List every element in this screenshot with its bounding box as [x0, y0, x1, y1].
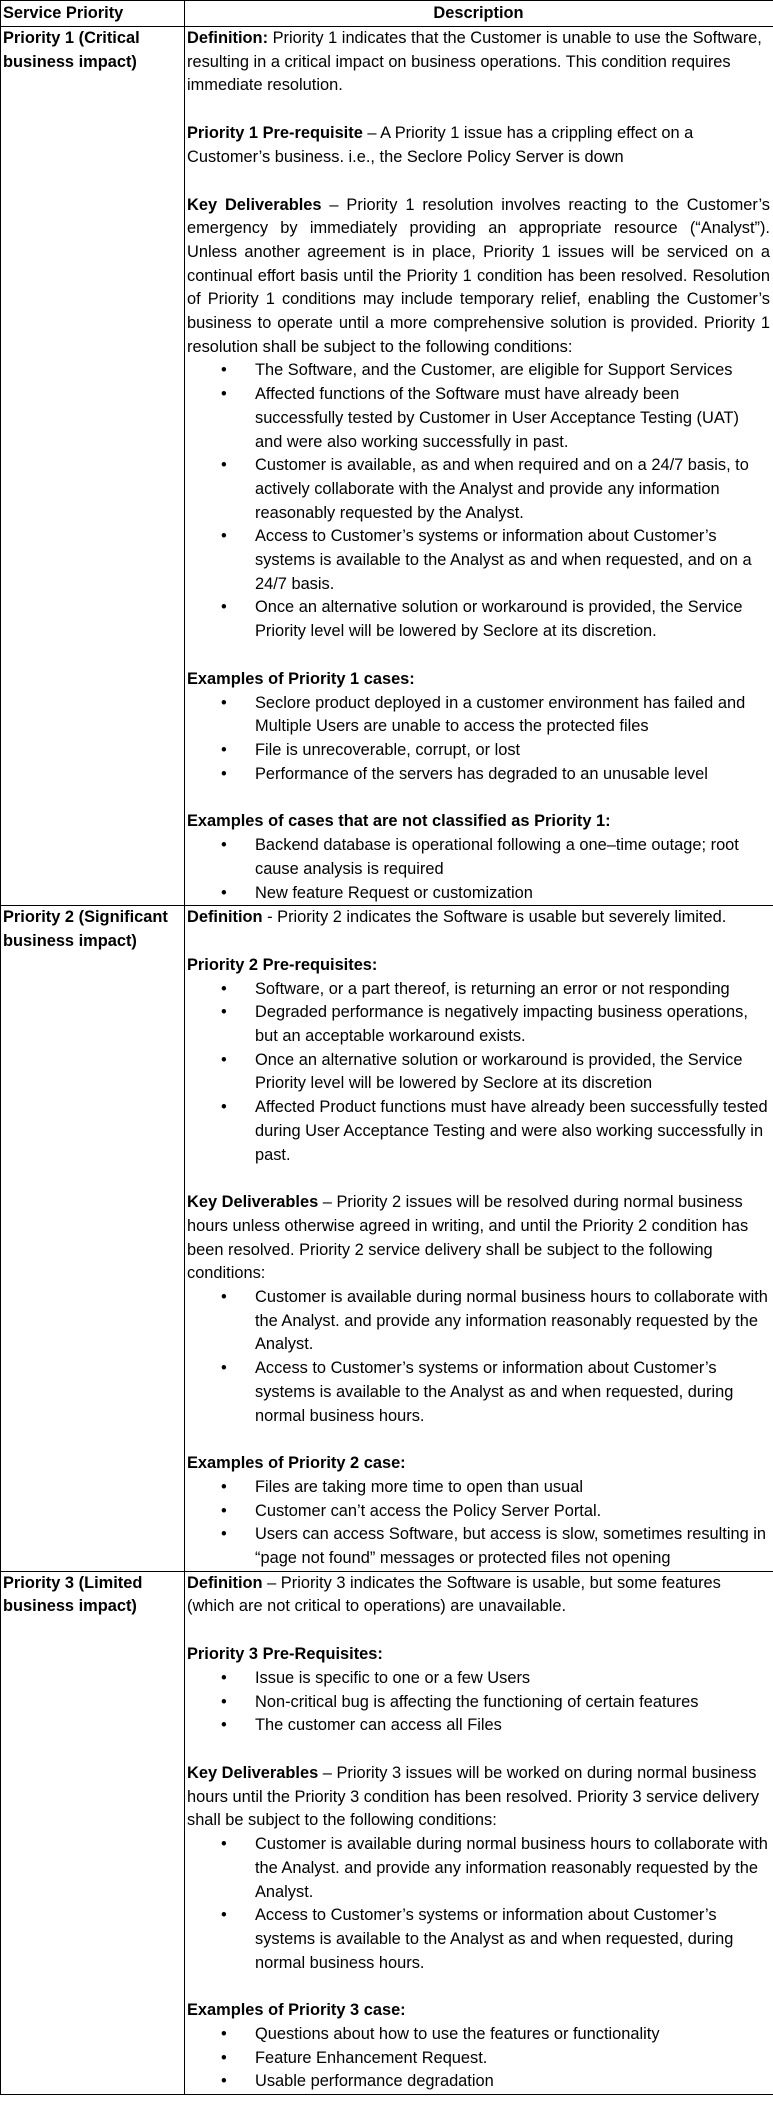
list-item: • Backend database is operational following a one–time outage; root cause analysis is required: [255, 834, 770, 881]
list-item: • New feature Request or customization: [255, 882, 770, 906]
definition-text: – Priority 3 indicates the Software is usable, but some features (which are not critical to operations) are unavailable.: [187, 1573, 721, 1616]
examples: [187, 1452, 770, 1571]
definition-paragraph: [187, 1572, 770, 1619]
list-item: • Users can access Software, but access is slow, sometimes resulting in “page not found” messages or protected files not opening: [255, 1523, 770, 1570]
non-examples-label: Examples of cases that are not classified as Priority 1:: [187, 812, 611, 831]
list-item: • Customer is available during normal business hours to collaborate with the Analyst. and provide any information reasonably requested by the Analyst.: [255, 1286, 770, 1357]
list-item: • File is unrecoverable, corrupt, or lost: [255, 739, 770, 763]
list-item: • Access to Customer’s systems or information about Customer’s systems is available to the Analyst as and when requested, and on a 24/7 basis.: [255, 525, 770, 596]
table-row: [1, 1571, 773, 2094]
list-item: • Seclore product deployed in a customer environment has failed and Multiple Users are unable to access the protected files: [255, 692, 770, 739]
list-item: • Access to Customer’s systems or information about Customer’s systems is available to the Analyst as and when requested, during normal business hours.: [255, 1357, 770, 1428]
list-item: • Software, or a part thereof, is returning an error or not responding: [255, 978, 770, 1002]
key-deliverables-label: Key Deliverables: [187, 1764, 319, 1782]
list-item: • Customer is available during normal business hours to collaborate with the Analyst. and provide any information reasonably requested by the Analyst.: [255, 1833, 770, 1904]
definition-text: - Priority 2 indicates the Software is usable but severely limited.: [262, 908, 727, 927]
list-item: • Feature Enhancement Request.: [255, 2047, 770, 2071]
list-item: • Issue is specific to one or a few Users: [255, 1667, 770, 1691]
examples-list: [187, 2023, 770, 2094]
list-item: • Affected Product functions must have already been successfully tested during User Acceptance Testing and were also working successfully in past.: [255, 1096, 770, 1167]
header-service-priority: Service Priority: [1, 1, 185, 27]
examples-label: Examples of Priority 1 cases:: [187, 669, 415, 688]
list-item: • The customer can access all Files: [255, 1714, 770, 1738]
definition-paragraph: [187, 27, 770, 98]
examples-label: Examples of Priority 2 case:: [187, 1454, 406, 1473]
examples-list: [187, 692, 770, 787]
key-deliverables: [187, 194, 770, 644]
examples-label: Examples of Priority 3 case:: [187, 2001, 406, 2020]
key-deliverables-text: – Priority 2 issues will be resolved during normal business hours unless otherwise agreed in writing, and until the Priority 2 condition has been resolved. Priority 2 service delivery shall be subject to the following conditions:: [187, 1193, 749, 1283]
key-deliverables-paragraph: [187, 1762, 770, 1833]
non-examples: [187, 810, 770, 905]
prerequisite-label: Priority 3 Pre-Requisites:: [187, 1645, 383, 1664]
list-item: • Non-critical bug is affecting the functioning of certain features: [255, 1691, 770, 1715]
list-item: • Questions about how to use the features or functionality: [255, 2023, 770, 2047]
conditions-list: [187, 1833, 770, 1975]
prerequisites: [187, 1643, 770, 1738]
definition-label: Definition:: [187, 29, 269, 47]
list-item: • Customer can’t access the Policy Server Portal.: [255, 1500, 770, 1524]
definition-text: Priority 1 indicates that the Customer is unable to use the Software, resulting in a critical impact on business operations. This condition requires immediate resolution.: [187, 29, 762, 95]
table-header-row: [1, 1, 773, 27]
examples: [187, 668, 770, 787]
list-item: • Customer is available, as and when required and on a 24/7 basis, to actively collaborate with the Analyst and provide any information reasonably requested by the Analyst.: [255, 454, 770, 525]
key-deliverables-label: Key Deliverables: [187, 195, 322, 214]
header-description: Description: [185, 1, 773, 27]
priority-cell: Priority 1 (Critical business impact): [1, 27, 185, 906]
table-row: [1, 906, 773, 1572]
key-deliverables: [187, 1762, 770, 1975]
description-cell: [185, 27, 773, 906]
prerequisite-label: Priority 1 Pre-requisite: [187, 124, 363, 143]
list-item: • The Software, and the Customer, are eligible for Support Services: [255, 359, 770, 383]
list-item: • Usable performance degradation: [255, 2070, 770, 2094]
definition-label: Definition: [187, 1573, 263, 1592]
list-item: • Performance of the servers has degraded to an unusable level: [255, 763, 770, 787]
key-deliverables-label: Key Deliverables: [187, 1193, 319, 1212]
key-deliverables: [187, 1191, 770, 1428]
prerequisite-label: Priority 2 Pre-requisites:: [187, 955, 378, 974]
prerequisite-text: – A Priority 1 issue has a crippling effect on a Customer’s business. i.e., the Seclore Policy Server is down: [187, 124, 694, 166]
description-cell: [185, 1571, 773, 2094]
list-item: • Files are taking more time to open than usual: [255, 1476, 770, 1500]
prerequisites-list: [187, 1667, 770, 1738]
priority-cell: Priority 2 (Significant business impact): [1, 906, 185, 1572]
conditions-list: [187, 359, 770, 643]
key-deliverables-paragraph: [187, 1191, 770, 1286]
list-item: • Access to Customer’s systems or information about Customer’s systems is available to the Analyst as and when requested, during normal business hours.: [255, 1904, 770, 1975]
priority-cell: Priority 3 (Limited business impact): [1, 1571, 185, 2094]
list-item: • Once an alternative solution or workaround is provided, the Service Priority level will be lowered by Seclore at its discretion.: [255, 596, 770, 643]
examples-list: [187, 1476, 770, 1571]
table-row: [1, 27, 773, 906]
conditions-list: [187, 1286, 770, 1428]
description-cell: [185, 906, 773, 1572]
list-item: • Affected functions of the Software must have already been successfully tested by Customer in User Acceptance Testing (UAT) and were also working successfully in past.: [255, 383, 770, 454]
non-examples-list: [187, 834, 770, 905]
prerequisite-paragraph: [187, 122, 770, 169]
key-deliverables-text: – Priority 3 issues will be worked on during normal business hours until the Priority 3 condition has been resolved. Priority 3 service delivery shall be subject to the following conditions:: [187, 1764, 760, 1830]
key-deliverables-paragraph: [187, 194, 770, 360]
prerequisites: [187, 954, 770, 1167]
key-deliverables-text: – Priority 1 resolution involves reacting to the Customer’s emergency by immediately providing an appropriate resource (“Analyst”). Unless another agreement is in place, Priority 1 issues will be serviced on a continual effort basis until the Priority 1 condition has been resolved. Resolution of Priority 1 conditions may include temporary relief, enabling the Customer’s business to operate until a more comprehensive solution is provided. Priority 1 resolution shall be subject to the following conditions:: [187, 195, 770, 356]
definition-label: Definition: [187, 908, 263, 927]
definition-paragraph: [187, 906, 770, 930]
list-item: • Once an alternative solution or workaround is provided, the Service Priority level will be lowered by Seclore at its discretion: [255, 1049, 770, 1096]
prerequisites-list: [187, 978, 770, 1168]
list-item: • Degraded performance is negatively impacting business operations, but an acceptable workaround exists.: [255, 1001, 770, 1048]
examples: [187, 1999, 770, 2094]
